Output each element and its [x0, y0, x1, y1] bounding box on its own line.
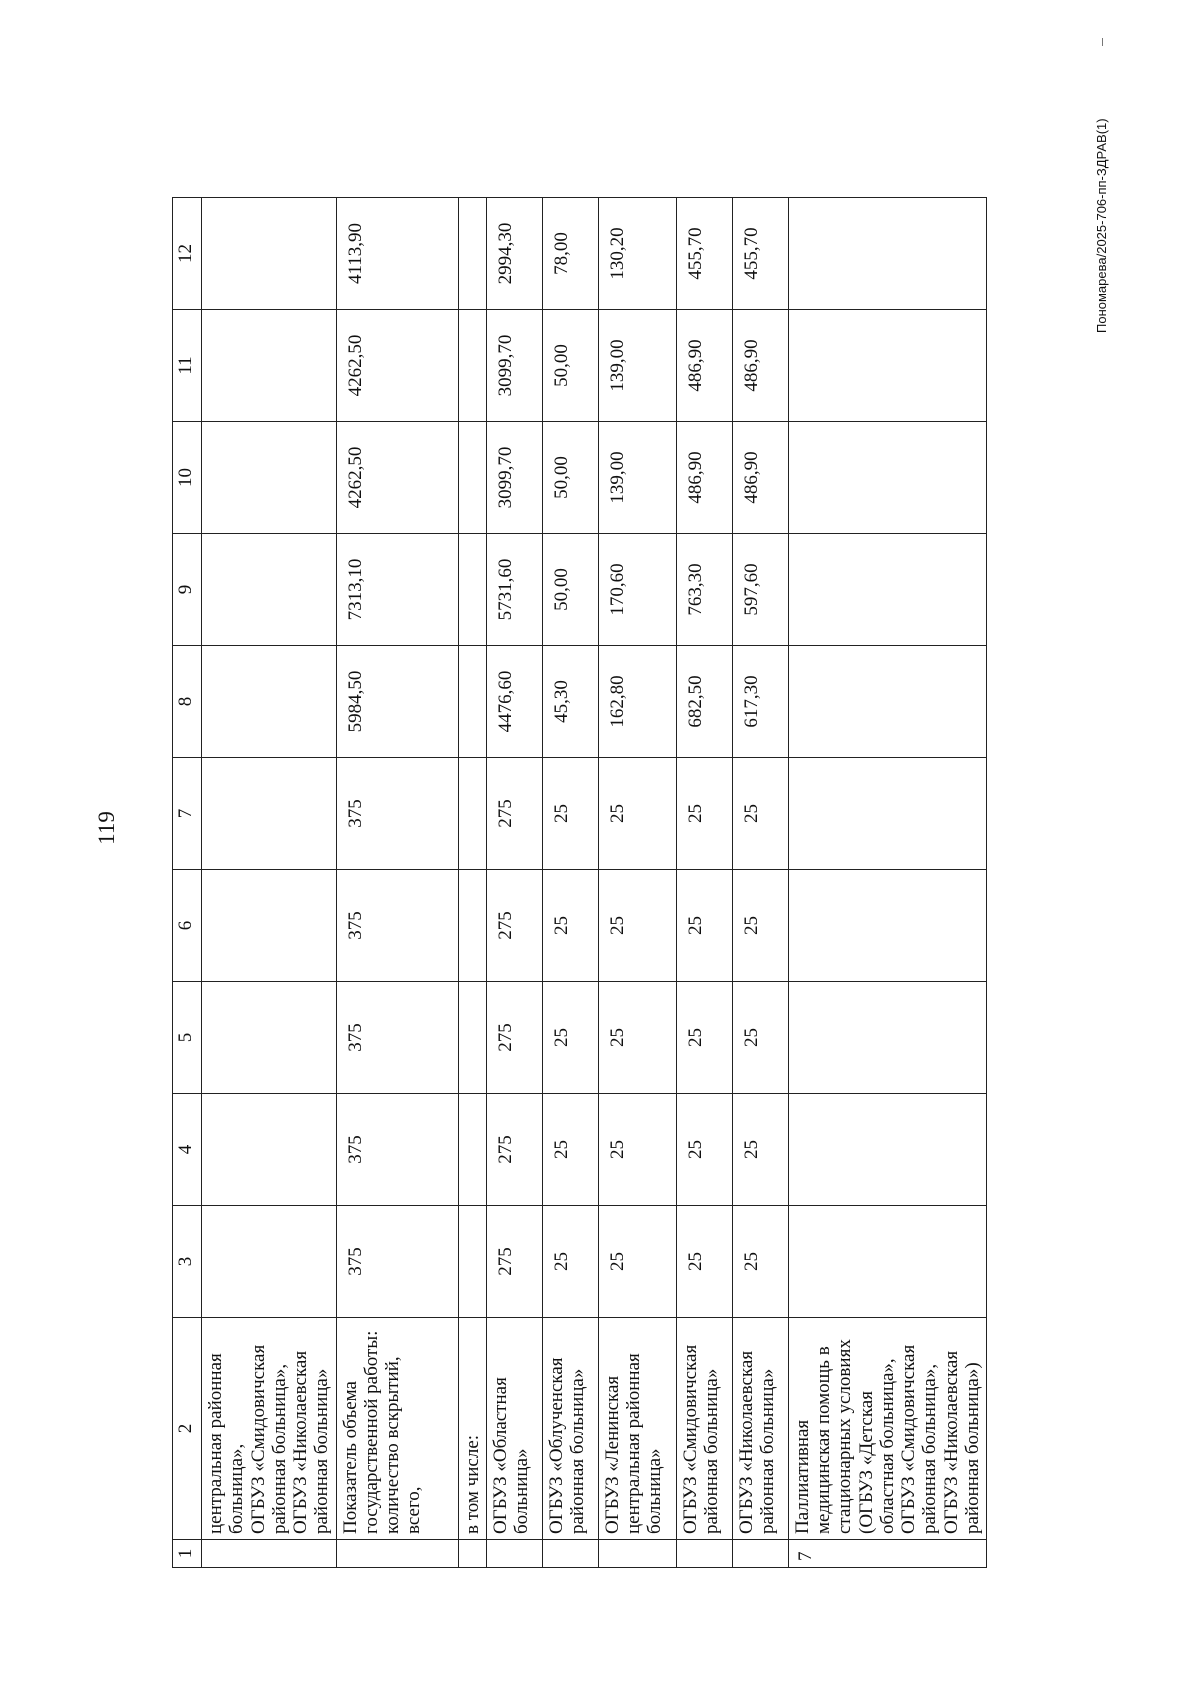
value-cell: 139,00 [598, 310, 676, 422]
row-number-cell [458, 1540, 486, 1568]
column-header: 3 [173, 1206, 202, 1318]
value-cell: 25 [598, 1206, 676, 1318]
table-header-row [173, 198, 202, 1568]
value-cell: 763,30 [676, 534, 732, 646]
value-cell: 486,90 [676, 310, 732, 422]
value-cell [788, 534, 986, 646]
column-header: 1 [173, 1540, 202, 1568]
value-cell: 25 [598, 870, 676, 982]
value-cell [202, 982, 337, 1094]
rotated-page [84, 28, 1134, 1628]
value-cell: 162,80 [598, 646, 676, 758]
value-cell [202, 310, 337, 422]
description-cell: ОГБУЗ «Смидовичская районная больница» [676, 1318, 732, 1540]
value-cell [458, 982, 486, 1094]
column-header: 8 [173, 646, 202, 758]
value-cell: 25 [542, 870, 598, 982]
value-cell: 275 [486, 982, 542, 1094]
value-cell [458, 198, 486, 310]
value-cell [788, 982, 986, 1094]
value-cell: 5984,50 [336, 646, 458, 758]
column-header: 6 [173, 870, 202, 982]
value-cell [458, 534, 486, 646]
column-header: 12 [173, 198, 202, 310]
value-cell [202, 422, 337, 534]
row-number-cell: 7 [788, 1540, 986, 1568]
value-cell [458, 758, 486, 870]
description-cell: ОГБУЗ «Николаевская районная больница» [732, 1318, 788, 1540]
page-number: 119 [94, 811, 119, 845]
value-cell: 4262,50 [336, 422, 458, 534]
value-cell: 375 [336, 1094, 458, 1206]
value-cell: 597,60 [732, 534, 788, 646]
value-cell: 25 [598, 758, 676, 870]
value-cell: 375 [336, 982, 458, 1094]
value-cell: 25 [676, 870, 732, 982]
value-cell: 455,70 [676, 198, 732, 310]
table-row [486, 198, 542, 1568]
description-cell: ОГБУЗ «Облученская районная больница» [542, 1318, 598, 1540]
description-cell: центральная районная больница», ОГБУЗ «Смидовичская районная больница», ОГБУЗ «Николаевская районная больница» [202, 1318, 337, 1540]
value-cell [202, 1094, 337, 1206]
row-number-cell [732, 1540, 788, 1568]
table-row [598, 198, 676, 1568]
value-cell: 50,00 [542, 534, 598, 646]
value-cell: 25 [598, 1094, 676, 1206]
value-cell [788, 310, 986, 422]
value-cell: 50,00 [542, 422, 598, 534]
value-cell [202, 534, 337, 646]
value-cell [458, 646, 486, 758]
description-cell: Паллиативная медицинская помощь в стационарных условиях (ОГБУЗ «Детская областная больница», ОГБУЗ «Смидовичская районная больница», ОГБУЗ «Николаевская районная больница») [788, 1318, 986, 1540]
column-header: 4 [173, 1094, 202, 1206]
row-number-cell [676, 1540, 732, 1568]
table-row [336, 198, 458, 1568]
value-cell [458, 310, 486, 422]
value-cell: 25 [598, 982, 676, 1094]
value-cell: 139,00 [598, 422, 676, 534]
value-cell [458, 1206, 486, 1318]
value-cell [788, 646, 986, 758]
value-cell: 3099,70 [486, 422, 542, 534]
value-cell [202, 198, 337, 310]
value-cell: 275 [486, 1094, 542, 1206]
budget-table [172, 197, 987, 1568]
table-row [788, 198, 986, 1568]
value-cell: 25 [542, 1206, 598, 1318]
value-cell: 25 [542, 982, 598, 1094]
table-row [676, 198, 732, 1568]
value-cell: 486,90 [732, 422, 788, 534]
column-header: 11 [173, 310, 202, 422]
value-cell: 45,30 [542, 646, 598, 758]
value-cell: 4262,50 [336, 310, 458, 422]
table-body [202, 198, 987, 1568]
value-cell: 25 [542, 1094, 598, 1206]
value-cell [202, 870, 337, 982]
row-number-cell [542, 1540, 598, 1568]
table-row [458, 198, 486, 1568]
value-cell: 275 [486, 1206, 542, 1318]
column-header: 10 [173, 422, 202, 534]
value-cell: 486,90 [732, 310, 788, 422]
value-cell [788, 870, 986, 982]
description-cell: в том числе: [458, 1318, 486, 1540]
value-cell [788, 758, 986, 870]
column-header: 2 [173, 1318, 202, 1540]
description-cell: ОГБУЗ «Областная больница» [486, 1318, 542, 1540]
value-cell: 25 [732, 1206, 788, 1318]
row-number-cell [598, 1540, 676, 1568]
value-cell: 375 [336, 758, 458, 870]
value-cell [202, 1206, 337, 1318]
table-row [732, 198, 788, 1568]
value-cell: 78,00 [542, 198, 598, 310]
value-cell: 25 [542, 758, 598, 870]
value-cell: 170,60 [598, 534, 676, 646]
value-cell: 25 [732, 758, 788, 870]
value-cell: 50,00 [542, 310, 598, 422]
row-number-cell [202, 1540, 337, 1568]
value-cell: 455,70 [732, 198, 788, 310]
value-cell [788, 198, 986, 310]
value-cell: 375 [336, 1206, 458, 1318]
value-cell: 7313,10 [336, 534, 458, 646]
value-cell: 275 [486, 758, 542, 870]
value-cell: 275 [486, 870, 542, 982]
value-cell: 25 [732, 870, 788, 982]
value-cell [202, 758, 337, 870]
column-header: 7 [173, 758, 202, 870]
value-cell: 25 [676, 1206, 732, 1318]
value-cell [788, 422, 986, 534]
column-header: 9 [173, 534, 202, 646]
value-cell [458, 1094, 486, 1206]
value-cell: 617,30 [732, 646, 788, 758]
value-cell: 682,50 [676, 646, 732, 758]
table-row [202, 198, 337, 1568]
value-cell: 4476,60 [486, 646, 542, 758]
value-cell: 25 [732, 1094, 788, 1206]
value-cell [202, 646, 337, 758]
document-code: Пономарева/2025-706-пп-ЗДРАВ(1) [1094, 118, 1109, 333]
description-cell: ОГБУЗ «Ленинская центральная районная больница» [598, 1318, 676, 1540]
value-cell: 3099,70 [486, 310, 542, 422]
value-cell: 2994,30 [486, 198, 542, 310]
value-cell: 4113,90 [336, 198, 458, 310]
value-cell [458, 422, 486, 534]
value-cell: 25 [676, 758, 732, 870]
value-cell: 25 [676, 1094, 732, 1206]
value-cell: 5731,60 [486, 534, 542, 646]
value-cell: 25 [732, 982, 788, 1094]
description-cell: Показатель объема государственной работы: количество вскрытий, всего, [336, 1318, 458, 1540]
value-cell: 130,20 [598, 198, 676, 310]
scan-mark [1102, 38, 1103, 46]
value-cell [788, 1094, 986, 1206]
table-row [542, 198, 598, 1568]
value-cell: 486,90 [676, 422, 732, 534]
row-number-cell [486, 1540, 542, 1568]
value-cell [788, 1206, 986, 1318]
value-cell: 25 [676, 982, 732, 1094]
value-cell: 375 [336, 870, 458, 982]
value-cell [458, 870, 486, 982]
column-header: 5 [173, 982, 202, 1094]
row-number-cell [336, 1540, 458, 1568]
